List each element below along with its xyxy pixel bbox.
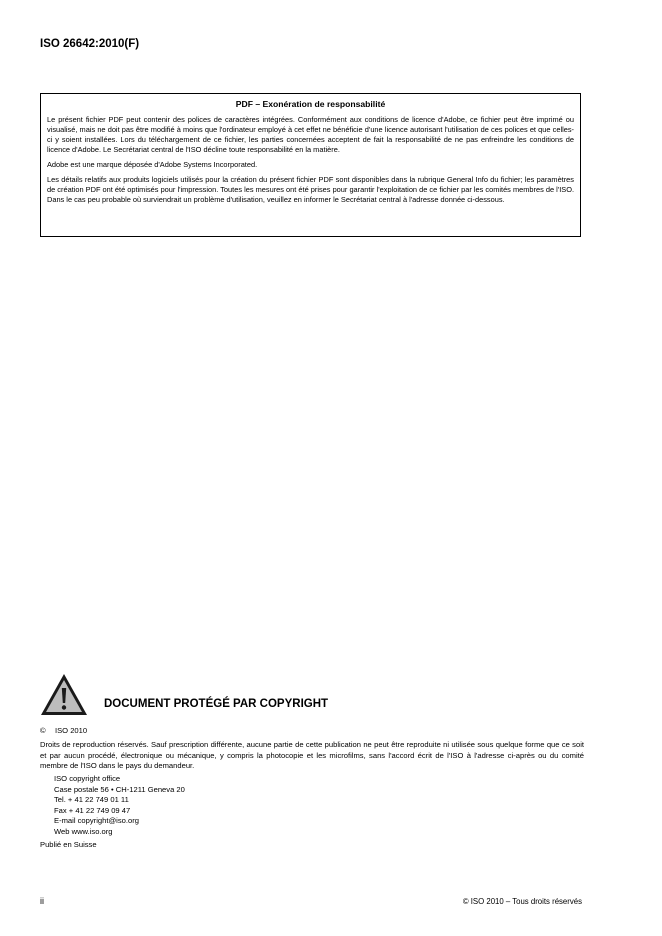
reproduction-rights: Droits de reproduction réservés. Sauf prescription différente, aucune partie de cette publication ne peut être reproduite ni utilisée sous quelque forme que ce soit et par aucun procédé, électronique ou mécanique, y compris la photocopie et les microfilms, sans l'accord écrit de l'ISO à l'adresse ci-après ou du comité membre de l'ISO dans le pays du demandeur. [40, 740, 584, 770]
disclaimer-paragraph: Le présent fichier PDF peut contenir des polices de caractères intégrées. Conformément aux conditions de licence d'Adobe, ce fichier peut être imprimé ou visualisé, mais ne doit pas être modifié à moins que l'ordinateur employé à cet effet ne bénéficie d'une licence autorisant l'utilisation de ces polices et que celles-ci y soient installées. Lors du téléchargement de ce fichier, les parties concernées acceptent de fait la responsabilité de ne pas enfreindre les conditions de licence d'Adobe. Le Secrétariat central de l'ISO décline toute responsabilité en la matière. [47, 115, 574, 154]
published-in: Publié en Suisse [40, 840, 97, 849]
copyright-symbol: © [40, 726, 46, 735]
fax-line: Fax + 41 22 749 09 47 [54, 805, 131, 815]
copyright-year-line [40, 726, 87, 737]
copyright-office-address [54, 774, 185, 837]
address-line: Case postale 56 • CH-1211 Geneva 20 [54, 784, 185, 794]
footer-rights: © ISO 2010 – Tous droits réservés [462, 897, 582, 906]
disclaimer-title: PDF – Exonération de responsabilité [235, 99, 386, 109]
address-line: ISO copyright office [54, 774, 121, 783]
disclaimer-paragraph: Adobe est une marque déposée d'Adobe Systems Incorporated. [47, 160, 258, 169]
email-line: E-mail copyright@iso.org [54, 816, 139, 825]
web-line: Web www.iso.org [54, 826, 113, 836]
copyright-year: ISO 2010 [55, 726, 88, 735]
copyright-heading: DOCUMENT PROTÉGÉ PAR COPYRIGHT [104, 698, 329, 710]
page-number: ii [40, 896, 44, 906]
warning-triangle-icon [40, 673, 88, 717]
phone-line: Tel. + 41 22 749 01 11 [54, 795, 129, 804]
pdf-disclaimer-box [40, 93, 581, 237]
disclaimer-paragraph: Les détails relatifs aux produits logiciels utilisés pour la création du présent fichier PDF sont disponibles dans la rubrique General Info du fichier; les paramètres de création PDF ont été optimisés pour l'impression. Toutes les mesures ont été prises pour garantir l'exploitation de ce fichier par les comités membres de l'ISO. Dans le cas peu probable où surviendrait un problème d'utilisation, veuillez en informer le Secrétariat central à l'adresse donnée ci-dessous. [47, 175, 574, 204]
document-id: ISO 26642:2010(F) [40, 38, 140, 50]
